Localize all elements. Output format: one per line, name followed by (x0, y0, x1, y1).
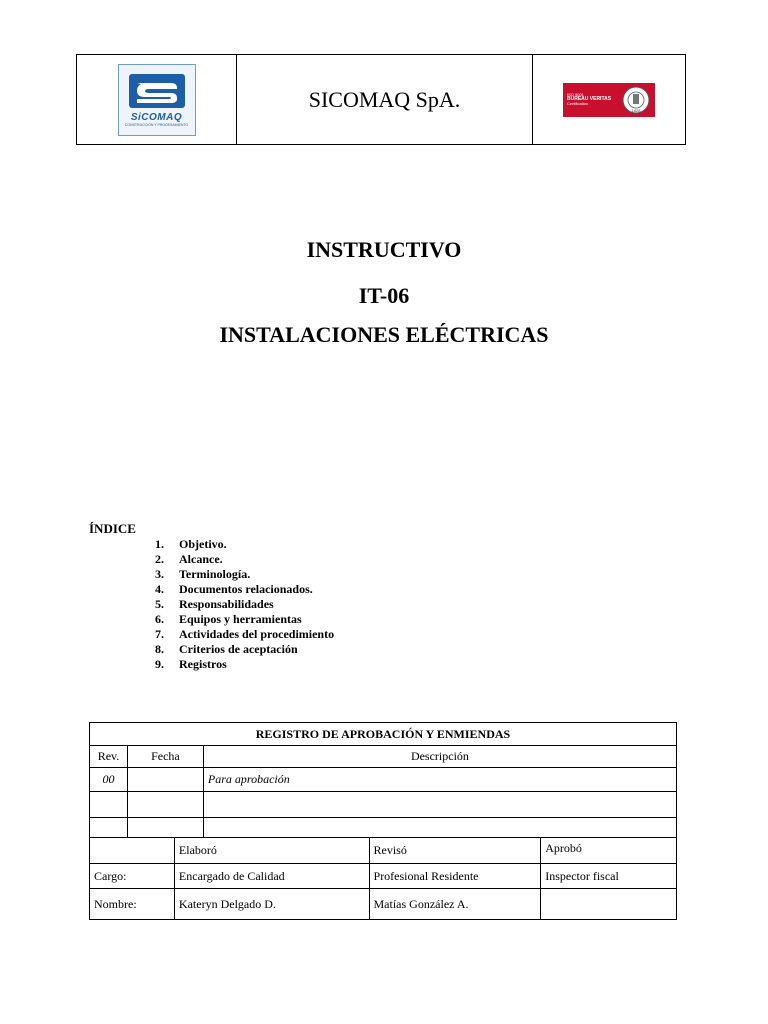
cert-bureau: BUREAU VERITAS (567, 95, 612, 102)
document-code: IT-06 (358, 283, 410, 308)
cargo-reviso: Profesional Residente (369, 864, 541, 889)
sign-header-elaboro: Elaboró (174, 838, 369, 864)
rev-cell (90, 818, 128, 838)
index-list (155, 537, 334, 672)
index-item: 4. Documentos relacionados. (155, 582, 313, 596)
cargo-label: Cargo: (90, 864, 175, 889)
rev-cell (90, 792, 128, 818)
table-row (90, 768, 677, 792)
fecha-cell (127, 768, 203, 792)
table-row (90, 818, 677, 838)
table-row (90, 792, 677, 818)
bureau-veritas-logo (563, 83, 655, 117)
index-item: 5. Responsabilidades (155, 597, 274, 611)
bureau-veritas-seal-icon (621, 85, 651, 115)
document-type: INSTRUCTIVO (306, 237, 462, 262)
col-header-descripcion: Descripción (203, 746, 676, 768)
nombre-reviso: Matías González A. (369, 889, 541, 920)
col-header-rev: Rev. (90, 746, 128, 768)
descripcion-cell (203, 792, 676, 818)
descripcion-cell: Para aprobación (203, 768, 676, 792)
logo-cell (77, 55, 237, 144)
seal-year: 1828 (631, 107, 641, 113)
nombre-elaboro: Kateryn Delgado D. (174, 889, 369, 920)
cert-certification: Certification (567, 101, 589, 107)
index-title: ÍNDICE (89, 521, 136, 536)
descripcion-cell (203, 818, 676, 838)
col-header-fecha: Fecha (127, 746, 203, 768)
fecha-cell (127, 792, 203, 818)
company-name: SICOMAQ SpA. (308, 86, 461, 112)
fecha-cell (127, 818, 203, 838)
sign-header-reviso: Revisó (369, 838, 541, 864)
sign-header-aprobo: Aprobó (541, 838, 677, 864)
nombre-aprobo (541, 889, 677, 920)
document-header (76, 54, 686, 145)
logo-subtext: CONSTRUCCIÓN Y PROCESAMIENTO (124, 123, 189, 127)
sicomaq-logo-mark-icon (127, 72, 187, 110)
nombre-label: Nombre: (90, 889, 175, 920)
index-item: 2. Alcance. (155, 552, 223, 566)
index-item: 7. Actividades del procedimiento (155, 627, 335, 641)
sicomaq-logo (118, 64, 196, 136)
index-item: 1. Objetivo. (155, 537, 227, 551)
index-item: 8. Criterios de aceptación (155, 642, 298, 656)
sign-corner-cell (90, 838, 175, 864)
document-name: INSTALACIONES ELÉCTRICAS (219, 322, 549, 347)
rev-cell: 00 (90, 768, 128, 792)
cargo-elaboro: Encargado de Calidad (174, 864, 369, 889)
cert-cell (532, 55, 685, 144)
index-item: 3. Terminología. (155, 567, 251, 581)
logo-wordmark: SiCOMAQ (130, 112, 183, 123)
cert-iso: ISO 9001 (567, 91, 584, 97)
cargo-aprobo: Inspector fiscal (541, 864, 677, 889)
index-item: 6. Equipos y herramientas (155, 612, 302, 626)
approval-table-title: REGISTRO DE APROBACIÓN Y ENMIENDAS (90, 723, 677, 746)
approval-table (89, 722, 677, 920)
index-item: 9. Registros (155, 657, 227, 671)
